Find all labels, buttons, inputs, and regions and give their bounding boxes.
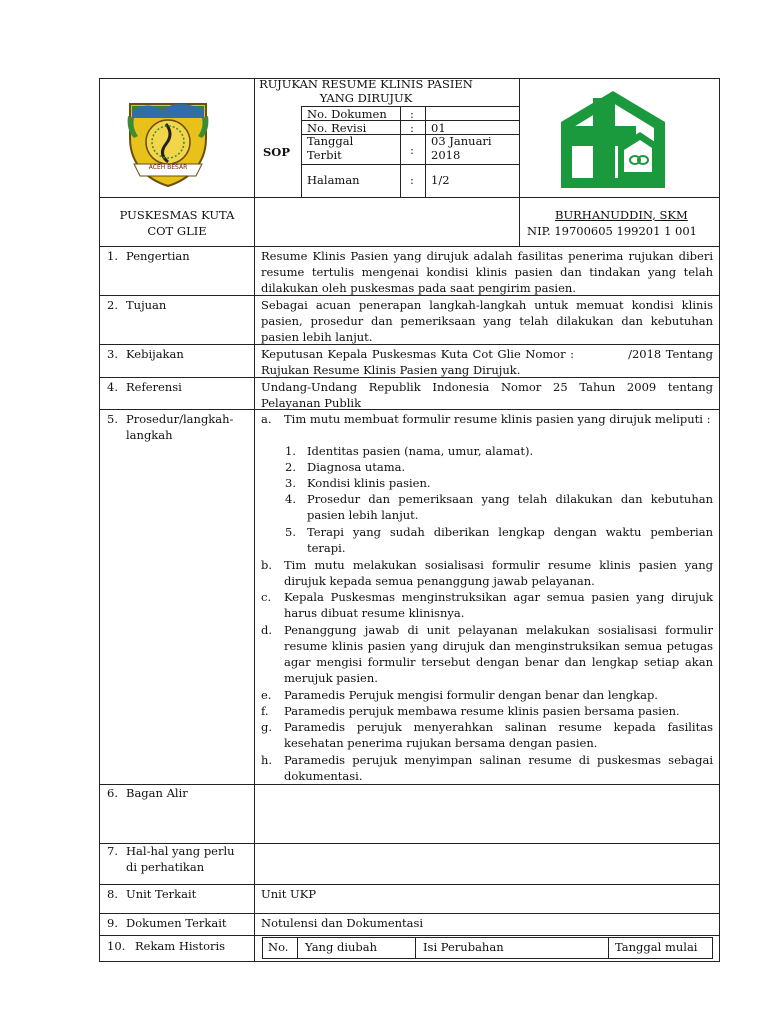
section-label-referensi: Referensi (126, 380, 182, 394)
list-item: Kepala Puskesmas menginstruksikan agar semua pasien yang dirujuk harus dibuat resume klinisnya. (284, 590, 713, 620)
section-number: 4. (107, 380, 118, 394)
sublist-marker: 4. (285, 492, 296, 506)
section-label-pengertian: Pengertian (126, 249, 190, 263)
meta-value-tanggal-terbit: 03 Januari 2018 (431, 134, 492, 162)
history-col-yang-diubah: Yang diubah (305, 940, 378, 954)
divider (99, 935, 720, 936)
divider (99, 246, 720, 247)
tujuan-text: Sebagai acuan penerapan langkah-langkah untuk memuat kondisi klinis pasien, prosedur dan pemeriksaan yang telah dilakukan dan kebutuhan pasien lebih lanjut. (261, 298, 713, 344)
list-marker: d. (261, 623, 273, 637)
section-number: 8. (107, 887, 118, 901)
sublist-item: Kondisi klinis pasien. (307, 476, 431, 490)
divider (608, 937, 609, 959)
sublist-marker: 1. (285, 444, 296, 458)
section-number: 3. (107, 347, 118, 361)
sublist-item: Terapi yang sudah diberikan lengkap dengan waktu pemberian terapi. (307, 525, 713, 555)
section-label-unit-terkait: Unit Terkait (126, 887, 197, 901)
meta-label-no-dokumen: No. Dokumen (307, 107, 387, 121)
org-name: PUSKESMAS KUTA COT GLIE (119, 208, 235, 238)
list-marker: g. (261, 720, 273, 734)
divider (99, 913, 720, 914)
section-label-prosedur: Prosedur/langkah-langkah (126, 412, 234, 442)
list-marker: b. (261, 558, 273, 572)
section-label-tujuan: Tujuan (126, 298, 167, 312)
kebijakan-line-2: Rujukan Resume Klinis Pasien yang Dirujuk. (261, 363, 521, 377)
section-number: 1. (107, 249, 118, 263)
divider (519, 78, 520, 246)
puskesmas-logo (558, 88, 668, 192)
section-number: 9. (107, 916, 118, 930)
sublist-item: Diagnosa utama. (307, 460, 406, 474)
list-marker: e. (261, 688, 272, 702)
sublist-item: Prosedur dan pemeriksaan yang telah dilakukan dan kebutuhan pasien lebih lanjut. (307, 492, 713, 522)
frame-left (99, 78, 100, 962)
history-table-left (262, 937, 263, 959)
divider (99, 884, 720, 885)
section-label-kebijakan: Kebijakan (126, 347, 184, 361)
section-number: 5. (107, 412, 118, 426)
divider (254, 78, 255, 962)
dokumen-terkait-text: Notulensi dan Dokumentasi (261, 916, 424, 930)
divider (301, 164, 520, 165)
section-label-rekam-historis: Rekam Historis (135, 939, 226, 953)
signer-nip: NIP. 19700605 199201 1 001 (527, 224, 697, 238)
puskesmas-cross-icon (558, 88, 668, 192)
unit-terkait-text: Unit UKP (261, 887, 317, 901)
list-item: Paramedis Perujuk mengisi formulir dengan benar dan lengkap. (284, 688, 658, 702)
sublist-item: Identitas pasien (nama, umur, alamat). (307, 444, 534, 458)
meta-value-halaman: 1/2 (431, 173, 450, 187)
meta-sep: : (410, 121, 414, 135)
history-col-tanggal-mulai: Tanggal mulai (615, 940, 698, 954)
history-table-top (262, 937, 713, 938)
list-marker: c. (261, 590, 272, 604)
divider (99, 784, 720, 785)
sop-label: SOP (263, 145, 290, 159)
sublist-marker: 3. (285, 476, 296, 490)
signer-name: BURHANUDDIN, SKM (555, 208, 688, 222)
history-table-bottom (262, 958, 713, 959)
history-col-isi-perubahan: Isi Perubahan (423, 940, 504, 954)
section-number: 6. (107, 786, 118, 800)
meta-value-no-revisi: 01 (431, 121, 446, 135)
list-item: Paramedis perujuk membawa resume klinis pasien bersama pasien. (284, 704, 680, 718)
meta-sep: : (410, 173, 414, 187)
section-number: 10. (107, 939, 126, 953)
logo-text: ACEH BESAR (148, 164, 188, 171)
regency-logo (122, 86, 214, 188)
section-number: 2. (107, 298, 118, 312)
meta-label-no-revisi: No. Revisi (307, 121, 367, 135)
divider (99, 197, 720, 198)
pengertian-text: Resume Klinis Pasien yang dirujuk adalah fasilitas penerima rujukan diberi resume tertulis mengenai kondisi klinis pasien dan tindakan yang telah dilakukan oleh puskesmas pada saat pengirim pasien. (261, 249, 713, 295)
list-marker: a. (261, 412, 272, 426)
referensi-text: Undang-Undang Republik Indonesia Nomor 25 Tahun 2009 tentang Pelayanan Publik (261, 380, 713, 410)
aceh-besar-crest-icon (122, 86, 214, 188)
section-label-dokumen-terkait: Dokumen Terkait (126, 916, 227, 930)
section-label-bagan-alir: Bagan Alir (126, 786, 188, 800)
meta-label-tanggal-terbit: Tanggal Terbit (307, 134, 354, 162)
section-label-hal-hal: Hal-hal yang perlu di perhatikan (126, 844, 235, 874)
meta-sep: : (410, 143, 414, 157)
meta-label-halaman: Halaman (307, 173, 360, 187)
list-item: Tim mutu membuat formulir resume klinis pasien yang dirujuk meliputi : (284, 412, 711, 426)
section-number: 7. (107, 844, 118, 858)
divider (297, 937, 298, 959)
frame-right (719, 78, 720, 962)
frame-bottom (99, 961, 720, 962)
history-col-no: No. (268, 940, 289, 954)
list-item: Paramedis perujuk menyimpan salinan resume di puskesmas sebagai dokumentasi. (284, 753, 713, 783)
sublist-marker: 2. (285, 460, 296, 474)
list-marker: h. (261, 753, 273, 767)
list-item: Tim mutu melakukan sosialisasi formulir resume klinis pasien yang dirujuk kepada semua penanggung jawab pelayanan. (284, 558, 713, 588)
list-marker: f. (261, 704, 269, 718)
history-table-right (712, 937, 713, 959)
sublist-marker: 5. (285, 525, 296, 539)
list-item: Penanggung jawab di unit pelayanan melakukan sosialisasi formulir resume klinis pasien yang dirujuk dan menginstruksikan semua petugas agar mengisi formulir tersebut dengan benar dan lengkap setiap akan merujuk pasien. (284, 623, 713, 685)
kebijakan-line-1: Keputusan Kepala Puskesmas Kuta Cot Glie Nomor : /2018 Tentang (261, 347, 713, 361)
list-item: Paramedis perujuk menyerahkan salinan resume kepada fasilitas kesehatan penerima rujukan bersama dengan pasien. (284, 720, 713, 750)
document-title: RUJUKAN RESUME KLINIS PASIEN YANG DIRUJUK (259, 77, 473, 105)
divider (415, 937, 416, 959)
meta-sep: : (410, 107, 414, 121)
